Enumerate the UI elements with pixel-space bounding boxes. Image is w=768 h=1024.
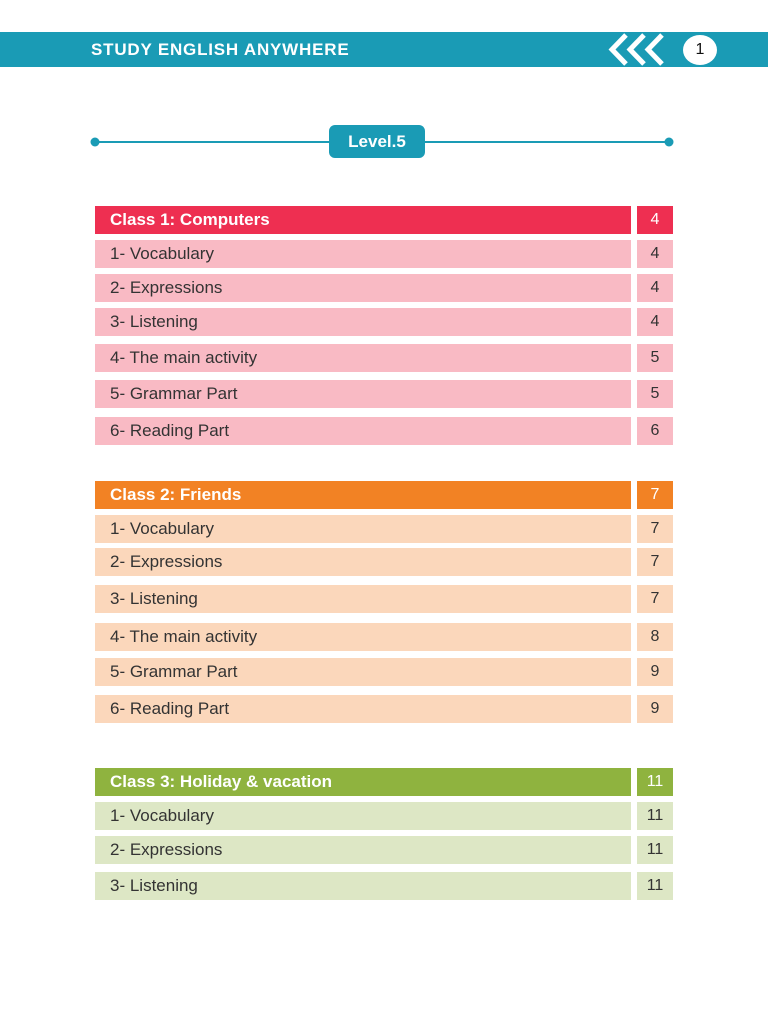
toc-row[interactable]: [95, 623, 673, 651]
page-number: 1: [683, 35, 717, 65]
toc-row-page: 11: [637, 802, 673, 830]
toc-row[interactable]: [95, 695, 673, 723]
double-chevron-left-icon: [604, 32, 674, 67]
toc-row-label: 1- Vocabulary: [95, 240, 631, 268]
toc-row-label: 4- The main activity: [95, 623, 631, 651]
toc-class-heading[interactable]: [95, 768, 673, 796]
toc-row[interactable]: [95, 548, 673, 576]
header-band: [0, 32, 768, 67]
toc-row-label: 5- Grammar Part: [95, 380, 631, 408]
class-title: Class 1: Computers: [95, 206, 631, 234]
toc-row-page: 4: [637, 308, 673, 336]
toc-row-page: 4: [637, 274, 673, 302]
toc-row-page: 9: [637, 658, 673, 686]
header-title: STUDY ENGLISH ANYWHERE: [91, 40, 350, 59]
toc-row-label: 6- Reading Part: [95, 695, 631, 723]
toc-row-page: 7: [637, 515, 673, 543]
toc-row-label: 2- Expressions: [95, 836, 631, 864]
toc-row-page: 11: [637, 872, 673, 900]
toc-row-page: 5: [637, 344, 673, 372]
toc-class-heading[interactable]: [95, 481, 673, 509]
class-title: Class 3: Holiday & vacation: [95, 768, 631, 796]
toc-row-page: 9: [637, 695, 673, 723]
toc-row-label: 3- Listening: [95, 872, 631, 900]
toc-row[interactable]: [95, 585, 673, 613]
toc-row-label: 4- The main activity: [95, 344, 631, 372]
toc-row-label: 2- Expressions: [95, 274, 631, 302]
class-page-number: 4: [637, 206, 673, 234]
toc-row-page: 11: [637, 836, 673, 864]
toc-row[interactable]: [95, 836, 673, 864]
class-page-number: 7: [637, 481, 673, 509]
toc-row-page: 6: [637, 417, 673, 445]
class-title: Class 2: Friends: [95, 481, 631, 509]
toc-row-page: 8: [637, 623, 673, 651]
toc-class-heading[interactable]: [95, 206, 673, 234]
toc-row-label: 6- Reading Part: [95, 417, 631, 445]
toc-row[interactable]: [95, 274, 673, 302]
toc-row[interactable]: [95, 417, 673, 445]
toc-row-label: 3- Listening: [95, 585, 631, 613]
toc-row-label: 1- Vocabulary: [95, 802, 631, 830]
toc-row-label: 5- Grammar Part: [95, 658, 631, 686]
toc-row[interactable]: [95, 515, 673, 543]
toc-row-page: 7: [637, 585, 673, 613]
toc-row[interactable]: [95, 380, 673, 408]
toc-row-label: 2- Expressions: [95, 548, 631, 576]
toc-row-page: 5: [637, 380, 673, 408]
toc-row[interactable]: [95, 240, 673, 268]
toc-row-page: 7: [637, 548, 673, 576]
toc-row[interactable]: [95, 872, 673, 900]
level-badge: Level.5: [329, 125, 425, 158]
toc-row[interactable]: [95, 802, 673, 830]
toc-row[interactable]: [95, 308, 673, 336]
class-page-number: 11: [637, 768, 673, 796]
toc-row-label: 3- Listening: [95, 308, 631, 336]
toc-row[interactable]: [95, 344, 673, 372]
toc-row-page: 4: [637, 240, 673, 268]
toc-row-label: 1- Vocabulary: [95, 515, 631, 543]
toc-row[interactable]: [95, 658, 673, 686]
